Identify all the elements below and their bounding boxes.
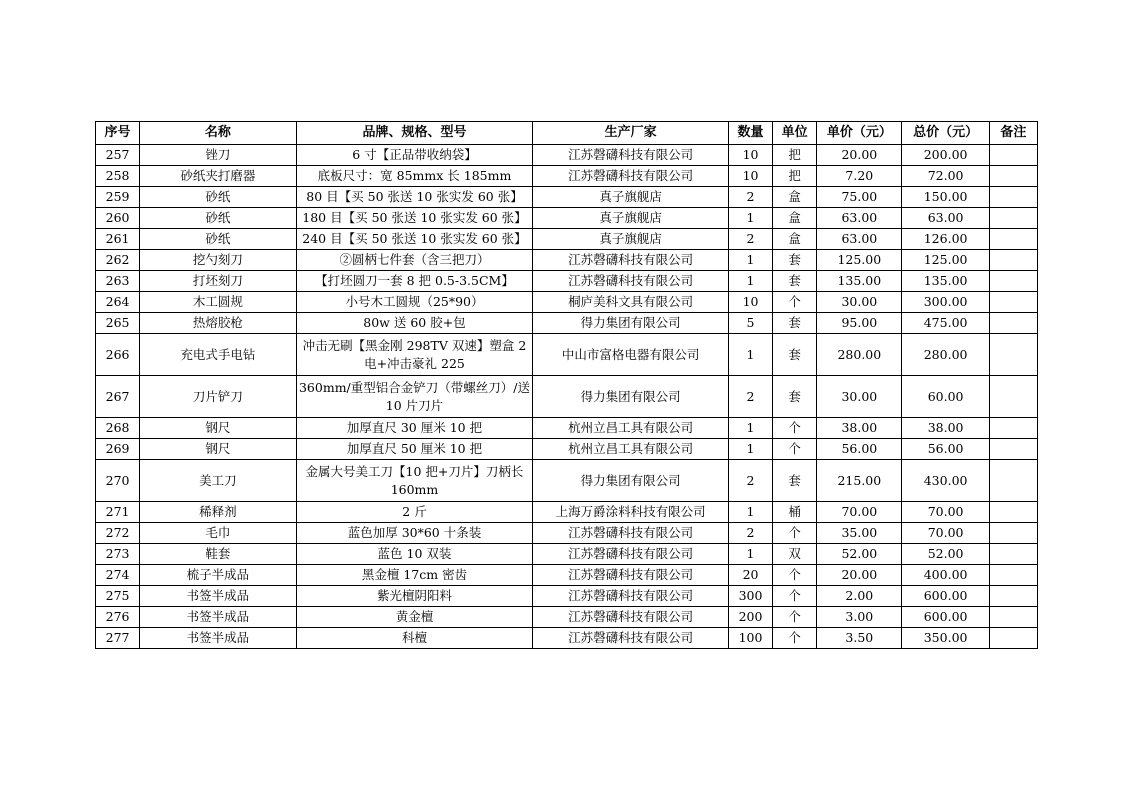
cell-total: 350.00 [902, 628, 989, 649]
cell-qty: 2 [728, 523, 772, 544]
cell-no: 269 [96, 439, 140, 460]
header-spec: 品牌、规格、型号 [296, 122, 533, 145]
cell-spec: 180 目【买 50 张送 10 张实发 60 张】 [296, 208, 533, 229]
cell-qty: 1 [728, 502, 772, 523]
cell-unit: 个 [773, 418, 817, 439]
cell-price: 30.00 [817, 376, 902, 418]
table-row [96, 460, 1038, 502]
table-row [96, 292, 1038, 313]
cell-maker: 得力集团有限公司 [533, 376, 729, 418]
cell-qty: 10 [728, 292, 772, 313]
cell-no: 263 [96, 271, 140, 292]
cell-name: 砂纸 [140, 208, 296, 229]
table-row [96, 586, 1038, 607]
cell-name: 美工刀 [140, 460, 296, 502]
cell-unit: 个 [773, 628, 817, 649]
cell-price: 3.00 [817, 607, 902, 628]
cell-no: 273 [96, 544, 140, 565]
cell-qty: 1 [728, 439, 772, 460]
cell-spec: 底板尺寸：宽 85mmx 长 185mm [296, 166, 533, 187]
cell-note [989, 313, 1037, 334]
cell-maker: 得力集团有限公司 [533, 460, 729, 502]
cell-price: 125.00 [817, 250, 902, 271]
cell-spec: 蓝色加厚 30*60 十条装 [296, 523, 533, 544]
cell-no: 258 [96, 166, 140, 187]
cell-maker: 江苏磬礴科技有限公司 [533, 523, 729, 544]
header-unit: 单位 [773, 122, 817, 145]
cell-total: 70.00 [902, 502, 989, 523]
cell-qty: 1 [728, 544, 772, 565]
cell-note [989, 439, 1037, 460]
cell-total: 135.00 [902, 271, 989, 292]
table-row [96, 271, 1038, 292]
cell-total: 60.00 [902, 376, 989, 418]
cell-total: 70.00 [902, 523, 989, 544]
cell-price: 52.00 [817, 544, 902, 565]
table-row [96, 544, 1038, 565]
cell-no: 268 [96, 418, 140, 439]
cell-note [989, 607, 1037, 628]
cell-unit: 个 [773, 439, 817, 460]
cell-maker: 中山市富格电器有限公司 [533, 334, 729, 376]
cell-price: 56.00 [817, 439, 902, 460]
cell-name: 书签半成品 [140, 586, 296, 607]
cell-qty: 2 [728, 229, 772, 250]
cell-name: 梳子半成品 [140, 565, 296, 586]
cell-total: 300.00 [902, 292, 989, 313]
cell-price: 2.00 [817, 586, 902, 607]
header-price: 单价（元） [817, 122, 902, 145]
cell-spec: 蓝色 10 双装 [296, 544, 533, 565]
cell-maker: 江苏磬礴科技有限公司 [533, 145, 729, 166]
cell-name: 钢尺 [140, 418, 296, 439]
cell-no: 259 [96, 187, 140, 208]
cell-total: 72.00 [902, 166, 989, 187]
cell-name: 打坯刻刀 [140, 271, 296, 292]
cell-unit: 套 [773, 376, 817, 418]
cell-unit: 套 [773, 334, 817, 376]
table-row [96, 145, 1038, 166]
cell-spec: 80w 送 60 胶+包 [296, 313, 533, 334]
cell-no: 261 [96, 229, 140, 250]
cell-price: 75.00 [817, 187, 902, 208]
cell-spec: 2 斤 [296, 502, 533, 523]
cell-unit: 套 [773, 313, 817, 334]
cell-price: 280.00 [817, 334, 902, 376]
cell-maker: 江苏磬礴科技有限公司 [533, 565, 729, 586]
cell-name: 砂纸 [140, 229, 296, 250]
cell-total: 126.00 [902, 229, 989, 250]
cell-unit: 套 [773, 250, 817, 271]
cell-unit: 盒 [773, 229, 817, 250]
cell-price: 35.00 [817, 523, 902, 544]
cell-unit: 桶 [773, 502, 817, 523]
cell-spec: ②圆柄七件套（含三把刀） [296, 250, 533, 271]
cell-price: 3.50 [817, 628, 902, 649]
cell-spec: 紫光檀阴阳料 [296, 586, 533, 607]
header-note: 备注 [989, 122, 1037, 145]
cell-total: 400.00 [902, 565, 989, 586]
table-row [96, 250, 1038, 271]
cell-unit: 套 [773, 460, 817, 502]
cell-note [989, 271, 1037, 292]
cell-name: 刀片铲刀 [140, 376, 296, 418]
cell-note [989, 502, 1037, 523]
cell-note [989, 229, 1037, 250]
cell-total: 52.00 [902, 544, 989, 565]
cell-no: 276 [96, 607, 140, 628]
cell-spec: 小号木工圆规（25*90） [296, 292, 533, 313]
cell-name: 充电式手电钻 [140, 334, 296, 376]
cell-note [989, 292, 1037, 313]
cell-no: 275 [96, 586, 140, 607]
cell-unit: 个 [773, 565, 817, 586]
cell-unit: 个 [773, 292, 817, 313]
cell-total: 200.00 [902, 145, 989, 166]
cell-qty: 2 [728, 187, 772, 208]
cell-qty: 1 [728, 208, 772, 229]
cell-price: 30.00 [817, 292, 902, 313]
header-qty: 数量 [728, 122, 772, 145]
cell-spec: 科檀 [296, 628, 533, 649]
cell-note [989, 250, 1037, 271]
cell-total: 280.00 [902, 334, 989, 376]
header-name: 名称 [140, 122, 296, 145]
cell-no: 270 [96, 460, 140, 502]
cell-unit: 把 [773, 145, 817, 166]
cell-unit: 盒 [773, 208, 817, 229]
cell-maker: 杭州立昌工具有限公司 [533, 418, 729, 439]
cell-unit: 双 [773, 544, 817, 565]
cell-total: 475.00 [902, 313, 989, 334]
cell-qty: 2 [728, 376, 772, 418]
cell-spec: 黄金檀 [296, 607, 533, 628]
table-row [96, 502, 1038, 523]
cell-qty: 1 [728, 250, 772, 271]
inventory-table [95, 121, 1038, 649]
cell-maker: 真子旗舰店 [533, 187, 729, 208]
cell-no: 266 [96, 334, 140, 376]
cell-qty: 1 [728, 418, 772, 439]
cell-total: 63.00 [902, 208, 989, 229]
cell-total: 430.00 [902, 460, 989, 502]
cell-name: 挖勺刻刀 [140, 250, 296, 271]
cell-no: 277 [96, 628, 140, 649]
cell-price: 63.00 [817, 229, 902, 250]
cell-spec: 【打坯圆刀一套 8 把 0.5-3.5CM】 [296, 271, 533, 292]
cell-spec: 加厚直尺 50 厘米 10 把 [296, 439, 533, 460]
cell-name: 砂纸夹打磨器 [140, 166, 296, 187]
cell-maker: 真子旗舰店 [533, 229, 729, 250]
table-row [96, 628, 1038, 649]
cell-note [989, 628, 1037, 649]
cell-unit: 把 [773, 166, 817, 187]
cell-qty: 2 [728, 460, 772, 502]
cell-qty: 1 [728, 334, 772, 376]
cell-no: 260 [96, 208, 140, 229]
cell-no: 272 [96, 523, 140, 544]
cell-note [989, 145, 1037, 166]
cell-price: 95.00 [817, 313, 902, 334]
cell-spec: 加厚直尺 30 厘米 10 把 [296, 418, 533, 439]
cell-no: 267 [96, 376, 140, 418]
header-maker: 生产厂家 [533, 122, 729, 145]
cell-total: 38.00 [902, 418, 989, 439]
cell-note [989, 565, 1037, 586]
cell-name: 鞋套 [140, 544, 296, 565]
cell-unit: 套 [773, 271, 817, 292]
cell-maker: 江苏磬礴科技有限公司 [533, 544, 729, 565]
cell-name: 书签半成品 [140, 607, 296, 628]
header-total: 总价（元） [902, 122, 989, 145]
cell-maker: 江苏磬礴科技有限公司 [533, 250, 729, 271]
cell-unit: 盒 [773, 187, 817, 208]
cell-name: 木工圆规 [140, 292, 296, 313]
cell-no: 257 [96, 145, 140, 166]
cell-maker: 真子旗舰店 [533, 208, 729, 229]
cell-maker: 江苏磬礴科技有限公司 [533, 628, 729, 649]
cell-qty: 10 [728, 145, 772, 166]
cell-note [989, 208, 1037, 229]
cell-name: 热熔胶枪 [140, 313, 296, 334]
cell-maker: 江苏磬礴科技有限公司 [533, 607, 729, 628]
cell-total: 56.00 [902, 439, 989, 460]
cell-qty: 20 [728, 565, 772, 586]
cell-price: 135.00 [817, 271, 902, 292]
cell-name: 砂纸 [140, 187, 296, 208]
cell-note [989, 166, 1037, 187]
table-row [96, 607, 1038, 628]
cell-price: 63.00 [817, 208, 902, 229]
cell-maker: 上海万爵涂料科技有限公司 [533, 502, 729, 523]
cell-note [989, 418, 1037, 439]
cell-maker: 江苏磬礴科技有限公司 [533, 166, 729, 187]
cell-qty: 300 [728, 586, 772, 607]
cell-total: 600.00 [902, 586, 989, 607]
cell-spec: 金属大号美工刀【10 把+刀片】刀柄长 160mm [296, 460, 533, 502]
cell-note [989, 376, 1037, 418]
header-no: 序号 [96, 122, 140, 145]
cell-qty: 5 [728, 313, 772, 334]
cell-no: 262 [96, 250, 140, 271]
cell-price: 20.00 [817, 565, 902, 586]
table-row [96, 439, 1038, 460]
table-row [96, 187, 1038, 208]
cell-price: 7.20 [817, 166, 902, 187]
cell-name: 钢尺 [140, 439, 296, 460]
cell-price: 70.00 [817, 502, 902, 523]
table-row [96, 208, 1038, 229]
table-row [96, 376, 1038, 418]
cell-note [989, 187, 1037, 208]
cell-no: 264 [96, 292, 140, 313]
cell-spec: 80 目【买 50 张送 10 张实发 60 张】 [296, 187, 533, 208]
table-row [96, 334, 1038, 376]
cell-spec: 黑金檀 17cm 密齿 [296, 565, 533, 586]
table-row [96, 166, 1038, 187]
table-row [96, 523, 1038, 544]
cell-spec: 6 寸【正品带收纳袋】 [296, 145, 533, 166]
cell-spec: 240 目【买 50 张送 10 张实发 60 张】 [296, 229, 533, 250]
cell-note [989, 544, 1037, 565]
cell-note [989, 460, 1037, 502]
table-row [96, 418, 1038, 439]
cell-name: 锉刀 [140, 145, 296, 166]
table-row [96, 229, 1038, 250]
cell-total: 600.00 [902, 607, 989, 628]
cell-total: 125.00 [902, 250, 989, 271]
cell-maker: 得力集团有限公司 [533, 313, 729, 334]
cell-price: 38.00 [817, 418, 902, 439]
cell-name: 毛巾 [140, 523, 296, 544]
table-header-row [96, 122, 1038, 145]
cell-maker: 杭州立昌工具有限公司 [533, 439, 729, 460]
cell-no: 265 [96, 313, 140, 334]
cell-unit: 个 [773, 586, 817, 607]
cell-unit: 个 [773, 607, 817, 628]
cell-note [989, 523, 1037, 544]
cell-maker: 桐庐美科文具有限公司 [533, 292, 729, 313]
cell-no: 274 [96, 565, 140, 586]
cell-price: 215.00 [817, 460, 902, 502]
cell-qty: 100 [728, 628, 772, 649]
cell-name: 稀释剂 [140, 502, 296, 523]
table-body [96, 145, 1038, 649]
cell-maker: 江苏磬礴科技有限公司 [533, 271, 729, 292]
cell-qty: 1 [728, 271, 772, 292]
table-row [96, 313, 1038, 334]
cell-spec: 360mm/重型铝合金铲刀（带螺丝刀）/送 10 片刀片 [296, 376, 533, 418]
cell-unit: 个 [773, 523, 817, 544]
cell-no: 271 [96, 502, 140, 523]
cell-total: 150.00 [902, 187, 989, 208]
cell-maker: 江苏磬礴科技有限公司 [533, 586, 729, 607]
cell-qty: 10 [728, 166, 772, 187]
cell-price: 20.00 [817, 145, 902, 166]
cell-name: 书签半成品 [140, 628, 296, 649]
cell-note [989, 586, 1037, 607]
table-row [96, 565, 1038, 586]
cell-note [989, 334, 1037, 376]
cell-qty: 200 [728, 607, 772, 628]
cell-spec: 冲击无刷【黑金刚 298TV 双速】塑盒 2 电+冲击豪礼 225 [296, 334, 533, 376]
